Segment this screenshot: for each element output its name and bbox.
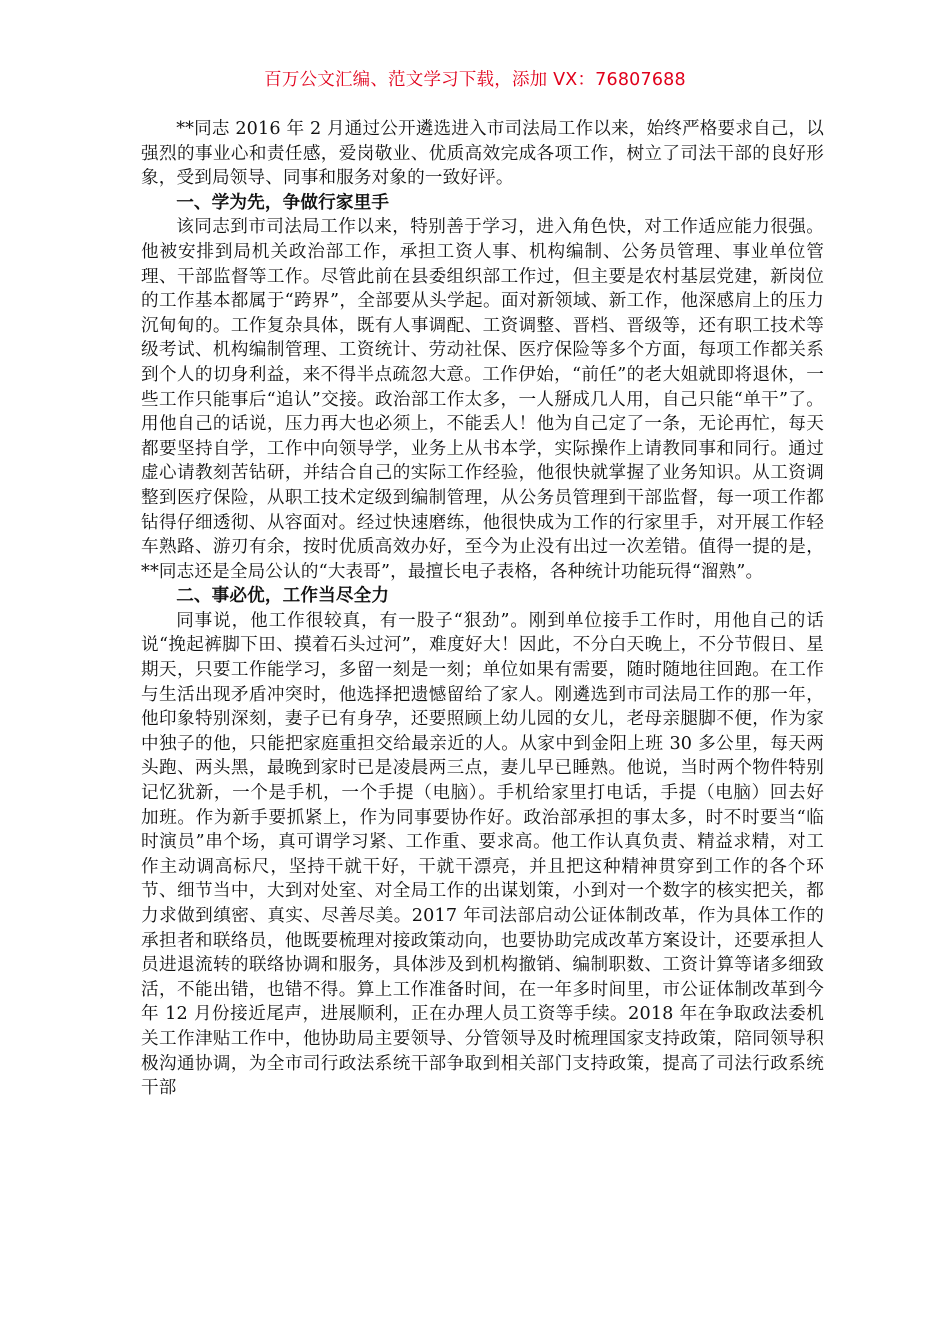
- intro-paragraph: **同志 2016 年 2 月通过公开遴选进入市司法局工作以来，始终严格要求自己，以强烈的事业心和责任感，爱岗敬业、优质高效完成各项工作，树立了司法干部的良好形象，受到局领导、同事和服务对象的一致好评。: [141, 119, 824, 189]
- section-1-paragraph: 该同志到市司法局工作以来，特别善于学习，进入角色快，对工作适应能力很强。他被安排到局机关政治部工作，承担工资人事、机构编制、公务员管理、事业单位管理、干部监督等工作。尽管此前在县委组织部工作过，但主要是农村基层党建，新岗位的工作基本都属于“跨界”，全部要从头学起。面对新领域、新工作，他深感肩上的压力沉甸甸的。工作复杂具体，既有人事调配、工资调整、晋档、晋级等，还有职工技术等级考试、机构编制管理、工资统计、劳动社保、医疗保险等多个方面，每项工作都关系到个人的切身利益，来不得半点疏忽大意。工作伊始，“前任”的老大姐就即将退休，一些工作只能事后“追认”交接。政治部工作太多，一人掰成几人用，自己只能“单干”了。用他自己的话说，压力再大也必须上，不能丢人！他为自己定了一条，无论再忙，每天都要坚持自学，工作中向领导学，业务上从书本学，实际操作上请教同事和同行。通过虚心请教刻苦钻研，并结合自己的实际工作经验，他很快就掌握了业务知识。从工资调整到医疗保险，从职工技术定级到编制管理，从公务员管理到干部监督，每一项工作都钻得仔细透彻、从容面对。经过快速磨练，他很快成为工作的行家里手，对开展工作轻车熟路、游刃有余，按时优质高效办好，至今为止没有出过一次差错。值得一提的是，**同志还是全局公认的“大表哥”，最擅长电子表格，各种统计功能玩得“溜熟”。: [141, 217, 824, 582]
- document-body: [141, 117, 824, 1101]
- header-banner: 百万公文汇编、范文学习下载，添加 VX：76807688: [264, 70, 686, 90]
- section-2-paragraph: 同事说，他工作很较真，有一股子“狠劲”。刚到单位接手工作时，用他自己的话说“挽起裤脚下田、摸着石头过河”，难度好大！因此，不分白天晚上，不分节假日、星期天，只要工作能学习，多留一刻是一刻；单位如果有需要，随时随地往回跑。在工作与生活出现矛盾冲突时，他选择把遗憾留给了家人。刚遴选到市司法局工作的那一年，他印象特别深刻，妻子已有身孕，还要照顾上幼儿园的女儿，老母亲腿脚不便，作为家中独子的他，只能把家庭重担交给最亲近的人。从家中到金阳上班 30 多公里，每天两头跑、两头黑，最晚到家时已是凌晨两三点，妻儿早已睡熟。他说，当时两个物件特别记忆犹新，一个是手机，一个手提（电脑）。手机给家里打电话，手提（电脑）回去好加班。作为新手要抓紧上，作为同事要协作好。政治部承担的事太多，时不时要当“临时演员”串个场，真可谓学习紧、工作重、要求高。他工作认真负责、精益求精，对工作主动调高标尺，坚持干就干好，干就干漂亮，并且把这种精神贯穿到工作的各个环节、细节当中，大到对处室、对全局工作的出谋划策，小到对一个数字的核实把关，都力求做到缜密、真实、尽善尽美。2017 年司法部启动公证体制改革，作为具体工作的承担者和联络员，他既要梳理对接政策动向，也要协助完成改革方案设计，还要承担人员进退流转的联络协调和服务，具体涉及到机构撤销、编制职数、工资计算等诸多细致活，不能出错，也错不得。算上工作准备时间，在一年多时间里，市公证体制改革到今年 12 月份接近尾声，进展顺利，正在办理人员工资等手续。2018 年在争取政法委机关工作津贴工作中，他协助局主要领导、分管领导及时梳理国家支持政策，陪同领导积极沟通协调，为全市司行政法系统干部争取到相关部门支持政策，提高了司法行政系统干部: [141, 610, 824, 1099]
- section-1-heading: 一、学为先，争做行家里手: [176, 191, 390, 213]
- section-2-heading: 二、事必优，工作当尽全力: [176, 585, 390, 607]
